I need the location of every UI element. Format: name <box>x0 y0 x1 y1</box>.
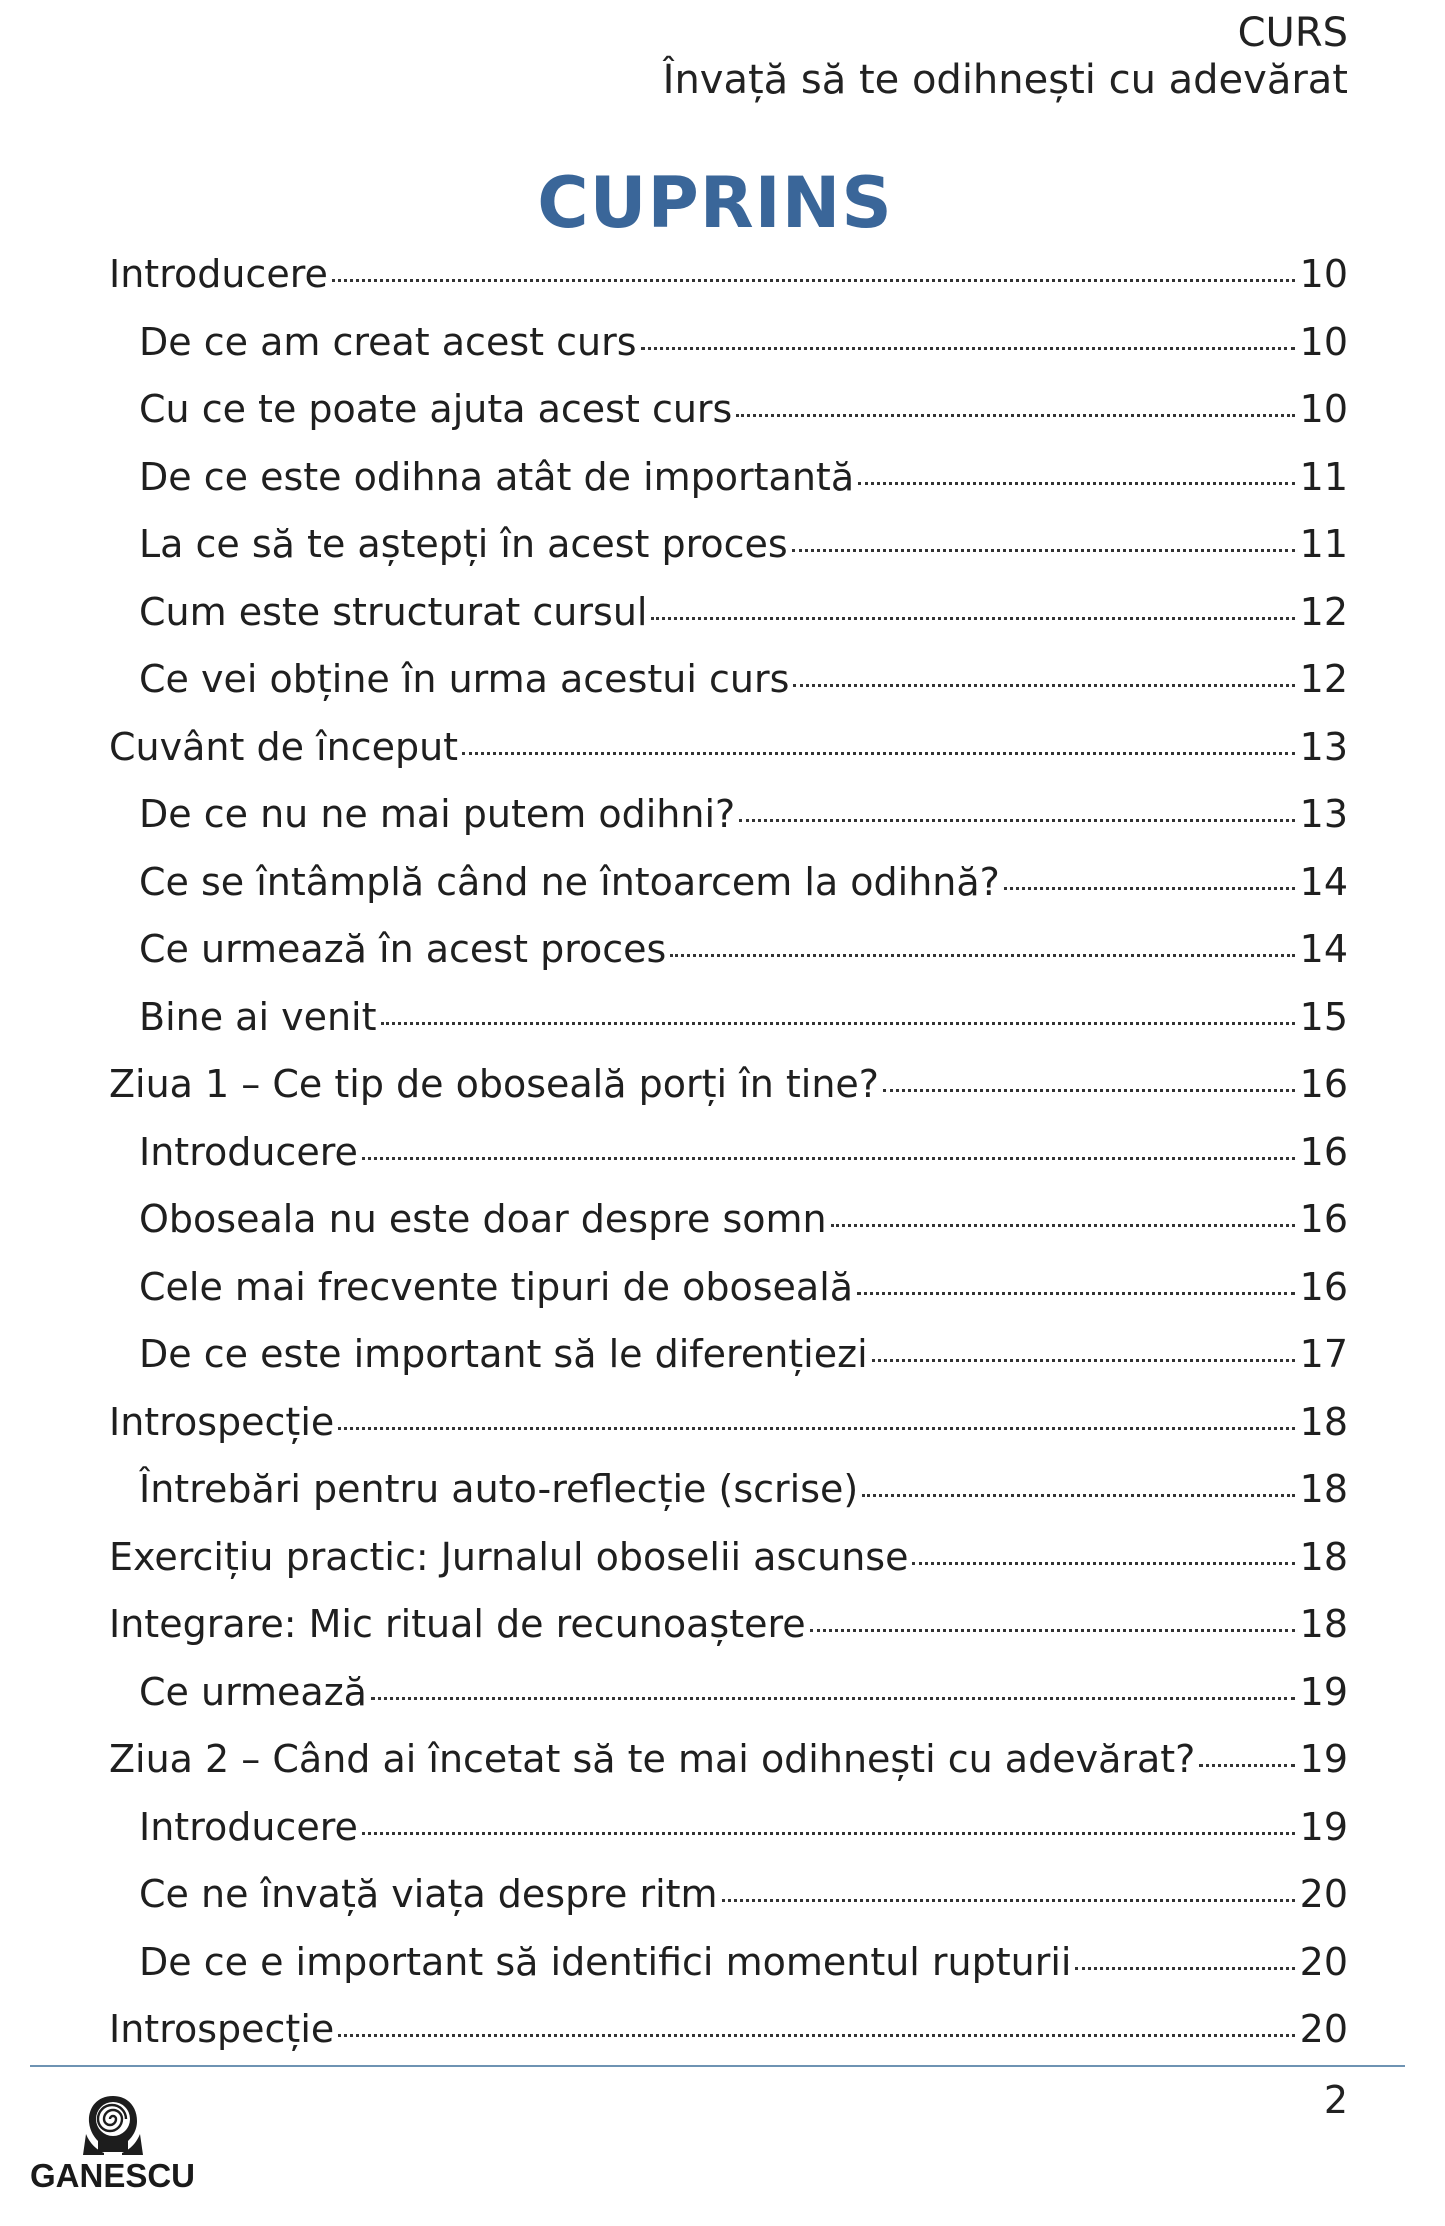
dot-leader <box>883 1089 1295 1092</box>
toc-entry[interactable] <box>109 714 1348 782</box>
dot-leader <box>1199 1764 1294 1767</box>
toc-subentry[interactable] <box>109 1321 1348 1389</box>
toc-entry-title: Introducere <box>109 252 328 296</box>
toc-page-number: 16 <box>1299 1264 1348 1309</box>
toc-entry-title: Ziua 1 – Ce tip de oboseală porți în tine? <box>109 1062 879 1106</box>
toc-subentry[interactable] <box>109 781 1348 849</box>
toc-subentry[interactable] <box>109 1929 1348 1997</box>
running-header <box>663 10 1348 104</box>
toc-entry-title: Cum este structurat cursul <box>139 589 648 634</box>
toc-page-number: 16 <box>1299 1062 1348 1106</box>
dot-leader <box>793 684 1294 687</box>
dot-leader <box>338 2034 1294 2037</box>
head-spiral-icon <box>80 2092 146 2156</box>
toc-entry[interactable] <box>109 1389 1348 1457</box>
toc-entry-title: Introducere <box>139 1129 358 1174</box>
toc-entry-title: Ce vei obține în urma acestui curs <box>139 657 790 701</box>
toc-entry-title: Ziua 2 – Când ai încetat să te mai odihnești cu adevărat? <box>109 1737 1196 1781</box>
toc-page-number: 18 <box>1299 1602 1348 1646</box>
page-number: 2 <box>1323 2078 1348 2122</box>
toc-subentry[interactable] <box>109 376 1348 444</box>
toc-entry[interactable] <box>109 1726 1348 1794</box>
toc-entry-title: Cu ce te poate ajuta acest curs <box>139 387 733 431</box>
toc-subentry[interactable] <box>109 849 1348 917</box>
toc-page-number: 18 <box>1299 1467 1348 1511</box>
toc-page-number: 16 <box>1299 1129 1348 1174</box>
toc-subentry[interactable] <box>109 916 1348 984</box>
toc-subentry[interactable] <box>109 1119 1348 1187</box>
toc-page-number: 20 <box>1299 1872 1348 1916</box>
toc-subentry[interactable] <box>109 1254 1348 1322</box>
toc-entry-title: Cele mai frecvente tipuri de oboseală <box>139 1264 854 1309</box>
toc-page-number: 19 <box>1299 1669 1348 1714</box>
dot-leader <box>651 617 1294 620</box>
toc-page-number: 19 <box>1299 1804 1348 1849</box>
table-of-contents <box>109 241 1348 2064</box>
dot-leader <box>371 1697 1295 1700</box>
toc-subentry[interactable] <box>109 444 1348 512</box>
toc-page-number: 11 <box>1299 522 1348 566</box>
header-course-title: Învață să te odihnești cu adevărat <box>662 57 1348 103</box>
toc-entry-title: Cuvânt de început <box>109 724 459 769</box>
dot-leader <box>858 482 1295 485</box>
toc-subentry[interactable] <box>109 1456 1348 1524</box>
toc-page-number: 14 <box>1299 859 1348 904</box>
toc-entry-title: Bine ai venit <box>139 994 377 1039</box>
toc-subentry[interactable] <box>109 1861 1348 1929</box>
toc-page-number: 12 <box>1299 657 1348 701</box>
dot-leader <box>332 279 1295 282</box>
dot-leader <box>831 1224 1295 1227</box>
toc-page-number: 20 <box>1299 2007 1348 2051</box>
toc-page-number: 12 <box>1299 589 1348 634</box>
toc-page-number: 19 <box>1299 1737 1348 1781</box>
toc-entry-title: De ce este odihna atât de importantă <box>139 454 855 499</box>
toc-entry-title: De ce am creat acest curs <box>139 319 637 364</box>
dot-leader <box>362 1832 1295 1835</box>
dot-leader <box>641 347 1295 350</box>
toc-title: CUPRINS <box>537 162 893 244</box>
toc-entry[interactable] <box>109 241 1348 309</box>
toc-page-number: 10 <box>1299 319 1348 364</box>
toc-entry-title: Ce ne învață viața despre ritm <box>139 1872 718 1916</box>
toc-entry-title: De ce e important să identifici momentul rupturii <box>139 1939 1072 1984</box>
toc-page-number: 14 <box>1299 927 1348 971</box>
toc-page-number: 17 <box>1299 1332 1348 1376</box>
ganescu-logo <box>30 2092 195 2194</box>
toc-entry-title: Ce urmează <box>139 1669 367 1714</box>
toc-entry-title: De ce nu ne mai putem odihni? <box>139 792 736 836</box>
logo-wordmark: GANESCU <box>30 2157 196 2194</box>
toc-entry-title: De ce este important să le diferențiezi <box>139 1332 868 1376</box>
dot-leader <box>670 954 1294 957</box>
dot-leader <box>810 1629 1295 1632</box>
toc-entry[interactable] <box>109 1051 1348 1119</box>
dot-leader <box>722 1899 1295 1902</box>
toc-page-number: 10 <box>1299 387 1348 431</box>
dot-leader <box>792 549 1295 552</box>
dot-leader <box>338 1427 1294 1430</box>
toc-entry-title: Ce urmează în acest proces <box>139 927 667 971</box>
toc-entry-title: Integrare: Mic ritual de recunoaștere <box>109 1602 806 1646</box>
dot-leader <box>1075 1967 1294 1970</box>
dot-leader <box>381 1022 1295 1025</box>
toc-page-number: 16 <box>1299 1197 1348 1241</box>
toc-subentry[interactable] <box>109 579 1348 647</box>
dot-leader <box>1004 887 1295 890</box>
toc-entry-title: La ce să te aștepți în acest proces <box>139 522 788 566</box>
toc-page-number: 13 <box>1299 792 1348 836</box>
toc-subentry[interactable] <box>109 646 1348 714</box>
toc-subentry[interactable] <box>109 309 1348 377</box>
toc-subentry[interactable] <box>109 1794 1348 1862</box>
toc-page-number: 18 <box>1299 1399 1348 1444</box>
toc-entry-title: Oboseala nu este doar despre somn <box>139 1197 827 1241</box>
toc-subentry[interactable] <box>109 1186 1348 1254</box>
toc-entry[interactable] <box>109 1996 1348 2064</box>
dot-leader <box>872 1359 1295 1362</box>
dot-leader <box>462 752 1295 755</box>
toc-entry-title: Exercițiu practic: Jurnalul oboselii ascunse <box>109 1534 909 1579</box>
toc-subentry[interactable] <box>109 1659 1348 1727</box>
toc-entry[interactable] <box>109 1591 1348 1659</box>
toc-entry-title: Ce se întâmplă când ne întoarcem la odihnă? <box>139 859 1000 904</box>
toc-page-number: 10 <box>1299 252 1348 296</box>
header-course-label: CURS <box>1237 10 1348 56</box>
toc-page-number: 13 <box>1299 724 1348 769</box>
toc-entry-title: Introspecție <box>109 1399 335 1444</box>
toc-entry-title: Introspecție <box>109 2007 335 2051</box>
toc-page-number: 20 <box>1299 1939 1348 1984</box>
toc-entry[interactable] <box>109 1524 1348 1592</box>
toc-page-number: 15 <box>1299 994 1348 1039</box>
toc-subentry[interactable] <box>109 511 1348 579</box>
footer-divider <box>30 2065 1405 2067</box>
toc-page-number: 18 <box>1299 1534 1348 1579</box>
toc-subentry[interactable] <box>109 984 1348 1052</box>
dot-leader <box>862 1494 1294 1497</box>
dot-leader <box>857 1292 1295 1295</box>
toc-entry-title: Întrebări pentru auto-reflecție (scrise) <box>139 1467 859 1511</box>
toc-page-number: 11 <box>1299 454 1348 499</box>
dot-leader <box>736 414 1294 417</box>
dot-leader <box>912 1562 1294 1565</box>
toc-entry-title: Introducere <box>139 1804 358 1849</box>
dot-leader <box>739 819 1294 822</box>
dot-leader <box>362 1157 1295 1160</box>
